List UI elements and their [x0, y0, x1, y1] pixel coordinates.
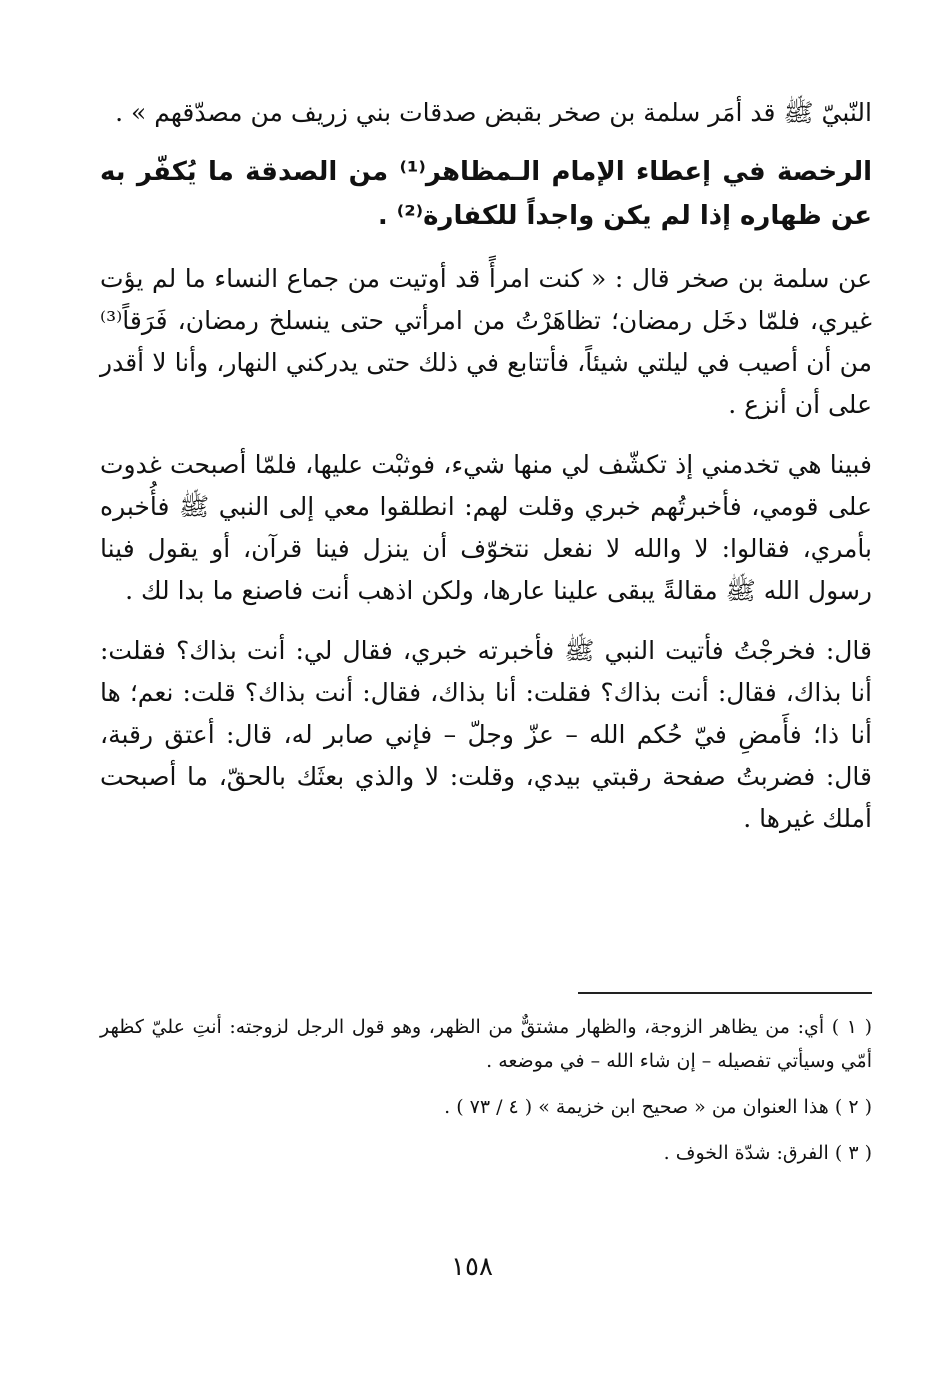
- footnotes: [100, 1010, 872, 1182]
- paragraph-3: قال: فخرجْتُ فأتيت النبي ﷺ فأخبرته خبري، فقال لي: أنت بذاك؟ فقلت: أنا بذاك، فقال: أنت بذاك؟ فقلت: أنا بذاك، فقال: أنت بذاك؟ قلت: نعم؛ ها أنا ذا؛ فأَمضِ فيّ حُكم الله – عزّ وجلّ – فإني صابر له، قال: أعتق رقبة، قال: فضربتُ صفحة رقبتي بيدي، وقلت: لا والذي بعثَك بالحقّ، ما أصبحت أملك غيرها .: [100, 636, 872, 833]
- footnote-1: ( ١ ) أي: من يظاهر الزوجة، والظهار مشتقٌّ من الظهر، وهو قول الرجل لزوجته: أنتِ عليّ كظهر أمّي وسيأتي تفصيله – إن شاء الله – في موضعه .: [100, 1016, 873, 1072]
- footnote-divider: [578, 992, 872, 994]
- main-text: [100, 92, 872, 840]
- footnote-2: ( ٢ ) هذا العنوان من « صحيح ابن خزيمة » ( ٤ / ٧٣ ) .: [444, 1096, 872, 1118]
- continuation-line: النّبيّ ﷺ قد أمَر سلمة بن صخر بقبض صدقات بني زريف من مصدّقهم » .: [115, 98, 872, 127]
- section-heading: الرخصة في إعطاء الإمام الـمظاهر⁽¹⁾ من الصدقة ما يُكفّر به عن ظهاره إذا لم يكن واجداً للكفارة⁽²⁾ .: [100, 157, 872, 231]
- footnote-3: ( ٣ ) الفرق: شدّة الخوف .: [663, 1142, 872, 1164]
- page-number: ١٥٨: [451, 1252, 493, 1282]
- paragraph-1: عن سلمة بن صخر قال : « كنت امرأً قد أوتيت من جماع النساء ما لم يؤت غيري، فلمّا دخَل رمضان؛ تظاهَرْتُ من امرأتي حتى ينسلخ رمضان، فَرَقاً⁽³⁾ من أن أصيب في ليلتي شيئاً، فأتتابع في ذلك حتى يدركني النهار، وأنا لا أقدر على أن أنزع .: [100, 264, 872, 419]
- paragraph-2: فبينا هي تخدمني إذ تكشّف لي منها شيء، فوثبْت عليها، فلمّا أصبحت غدوت على قومي، فأخبرتُهم خبري وقلت لهم: انطلقوا معي إلى النبي ﷺ فأُخبره بأمري، فقالوا: لا والله لا نفعل نتخوّف أن ينزل فينا قرآن، أو يقول فينا رسول الله ﷺ مقالةً يبقى علينا عارها، ولكن اذهب أنت فاصنع ما بدا لك .: [100, 450, 872, 605]
